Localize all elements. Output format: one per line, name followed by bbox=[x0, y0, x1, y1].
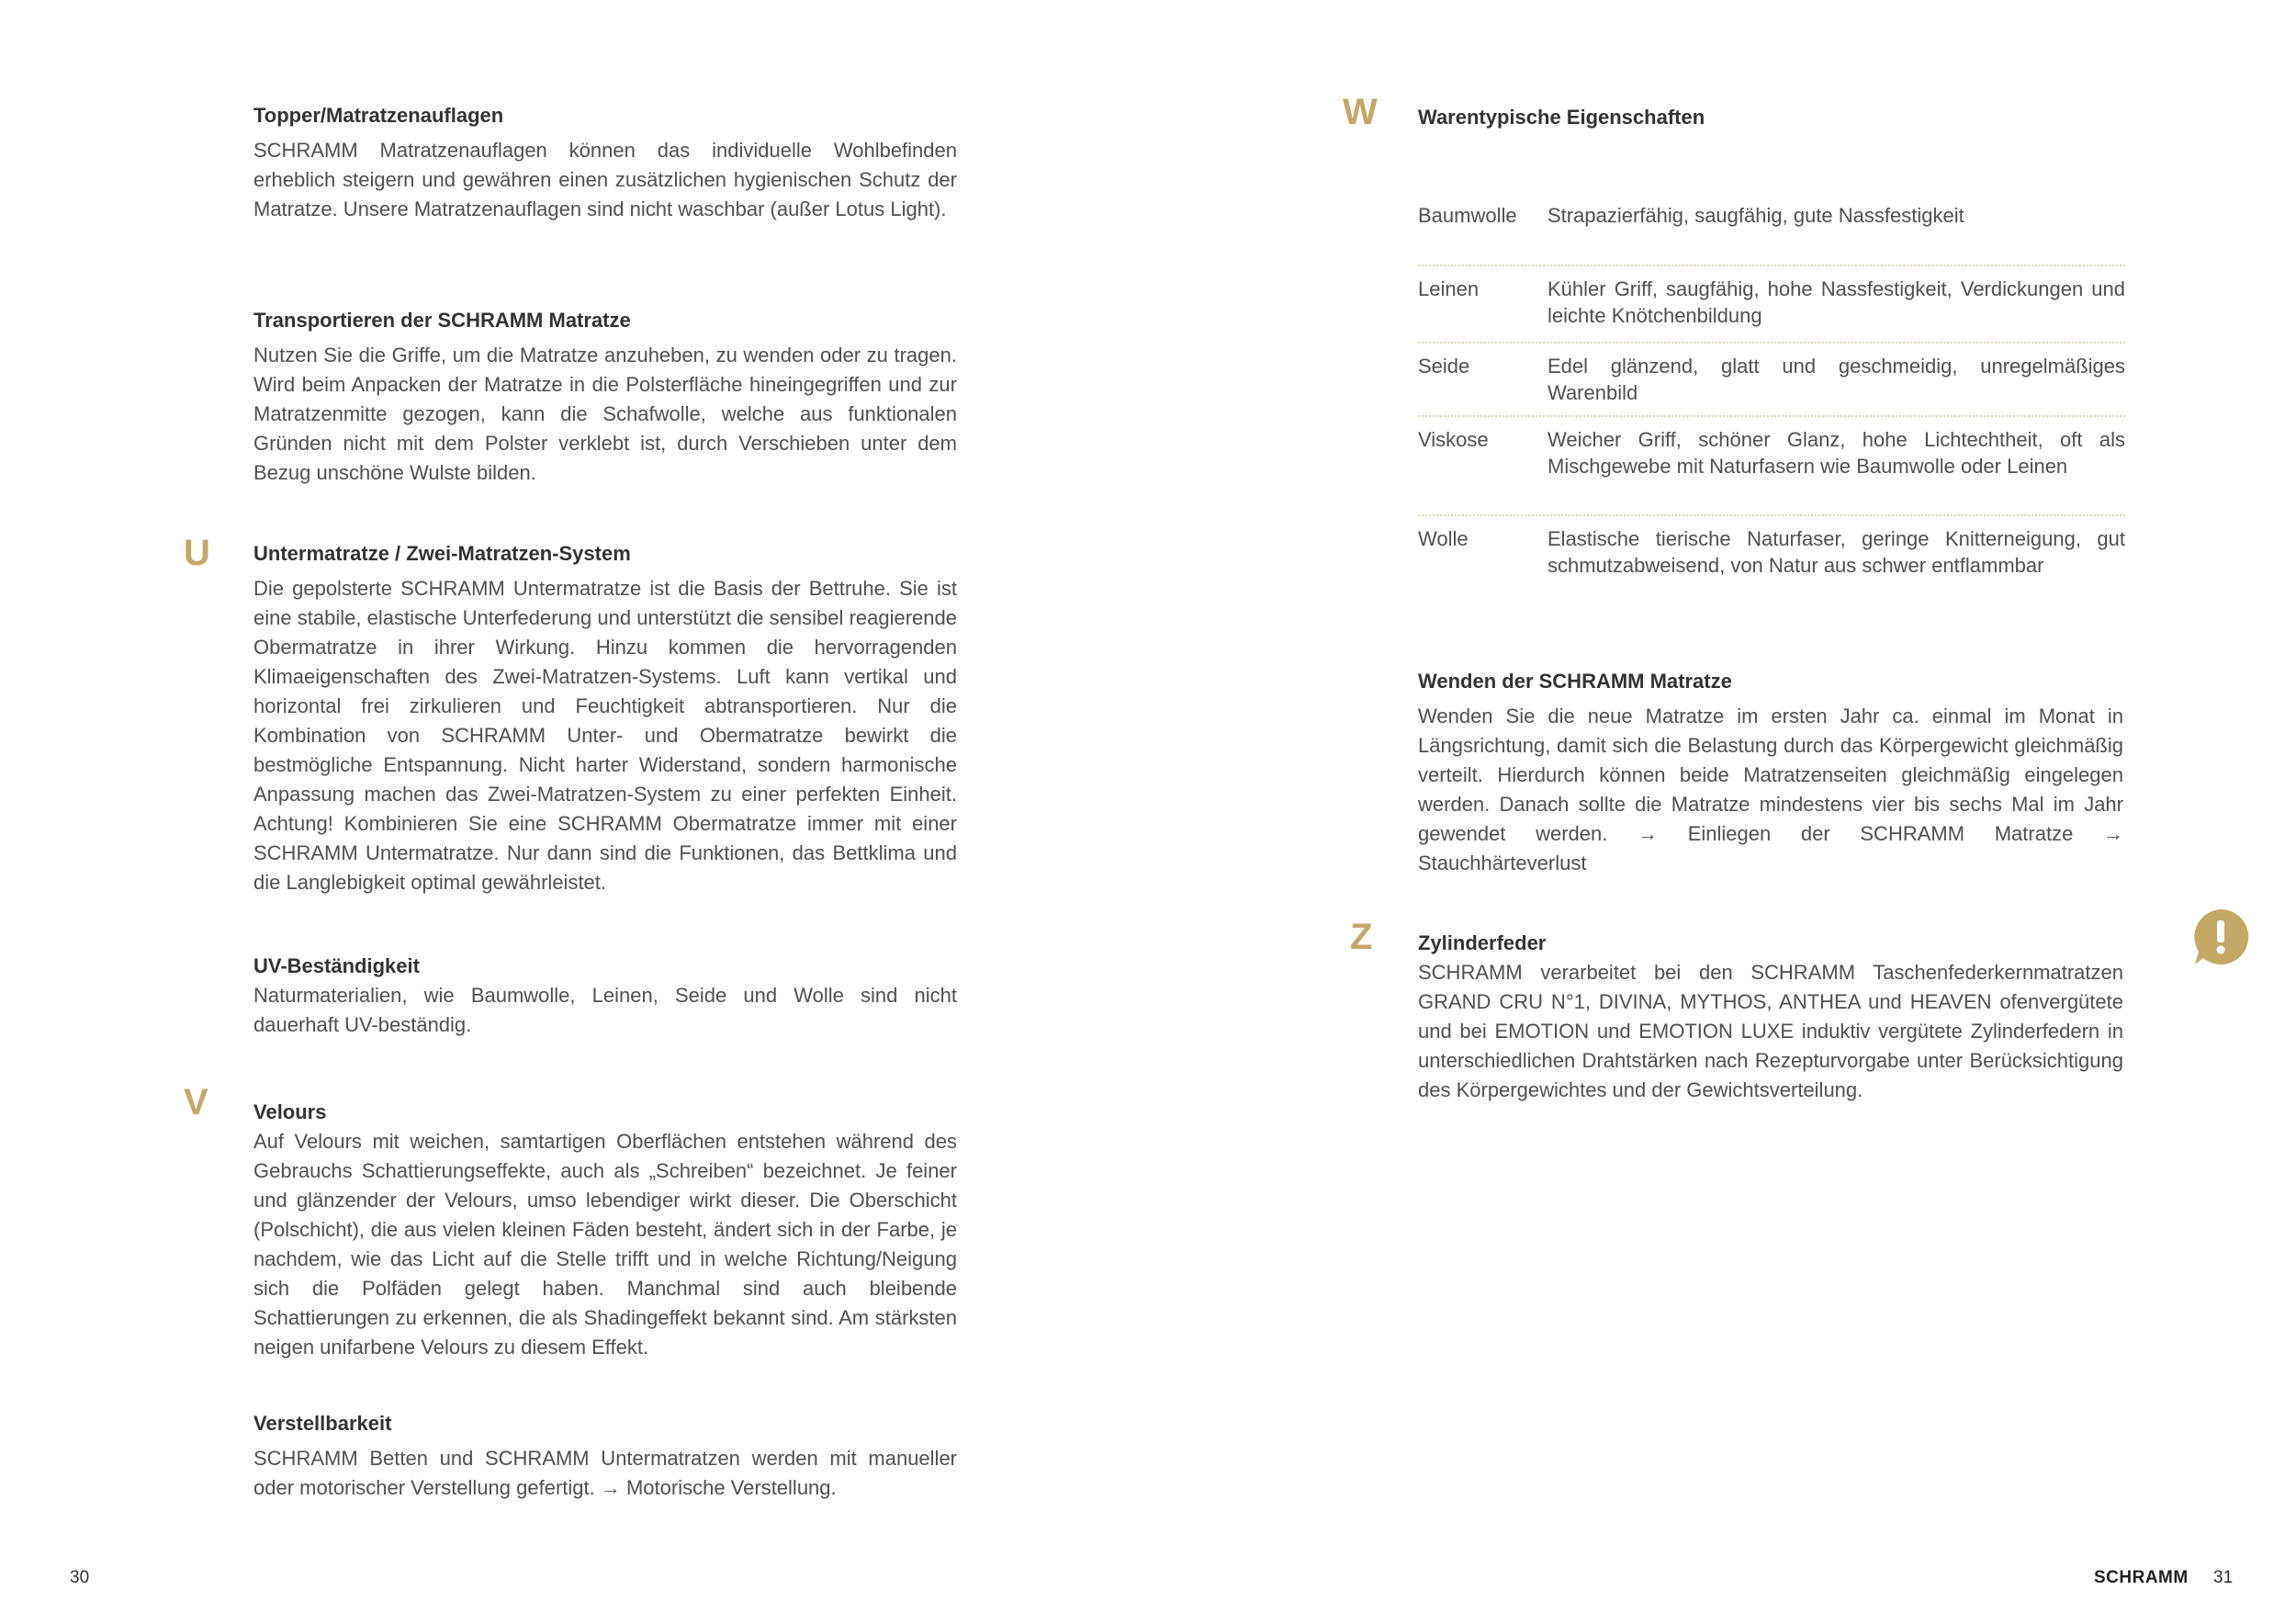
entry-uv bbox=[253, 952, 957, 1040]
fabric-description: Elastische tierische Naturfaser, geringe Knitterneigung, gut schmutzabweisend, von Natur aus schwer entflammbar bbox=[1548, 527, 2125, 577]
entry-zylinderfeder bbox=[1418, 929, 2123, 1105]
entry-text: Wenden Sie die neue Matratze im ersten Jahr ca. einmal im Monat in Längsrichtung, damit sich die Belastung durch das Körpergewicht gleichmäßig verteilt. Hierdurch können beide Matratzenseiten gleichmäßig eingelegen werden. Danach sollte die Matratze mindestens vier bis sechs Mal im Jahr gewendet werden. → Einliegen der SCHRAMM Matratze → Stauchhärteverlust bbox=[1418, 705, 2123, 874]
entry-text: SCHRAMM Betten und SCHRAMM Untermatratzen werden mit manueller oder motorischer Verstellung gefertigt. → Motorische Verstellung. bbox=[253, 1447, 957, 1499]
entry-text: Die gepolsterte SCHRAMM Untermatratze ist die Basis der Bettruhe. Sie ist eine stabile, elastische Unterfederung und unterstützt die sensibel reagierende Obermatratze in ihrer Wirkung. Hinzu kommen die hervorragenden Klimaeigenschaften des Zwei-Matratzen-Systems. Luft kann vertikal und horizontal frei zirkulieren und Feuchtigkeit abtransportieren. Nur die Kombination von SCHRAMM Unter- und Obermatratze bewirkt die bestmögliche Entspannung. Nicht harter Widerstand, sondern harmonische Anpassung machen das Zwei-Matratzen-System zu einer perfekten Einheit. Achtung! Kombinieren Sie eine SCHRAMM Obermatratze immer mit einer SCHRAMM Untermatratze. Nur dann sind die Funktionen, das Bettklima und die Langlebigkeit optimal gewährleistet. bbox=[253, 577, 957, 894]
row-divider bbox=[1418, 342, 2125, 344]
table-row bbox=[1418, 426, 2125, 479]
fabric-name: Leinen bbox=[1418, 277, 1480, 300]
entry-topper bbox=[253, 101, 957, 224]
brand-name: SCHRAMM bbox=[2094, 1568, 2189, 1587]
section-letter-u: U bbox=[184, 533, 210, 573]
table-row bbox=[1418, 276, 2125, 329]
entry-warentypische-eigenschaften bbox=[1418, 103, 2123, 138]
fabric-name: Seide bbox=[1418, 355, 1470, 378]
table-row bbox=[1418, 202, 2125, 229]
table-row bbox=[1418, 353, 2125, 406]
entry-transportieren bbox=[253, 306, 957, 488]
exclamation-speech-bubble-icon bbox=[2191, 908, 2250, 966]
page-number: 30 bbox=[70, 1568, 90, 1587]
entry-untermatratze bbox=[253, 539, 957, 897]
entry-title: Untermatratze / Zwei-Matratzen-System bbox=[253, 542, 631, 565]
section-letter-v: V bbox=[184, 1082, 208, 1122]
fabric-description: Edel glänzend, glatt und geschmeidig, unregelmäßiges Warenbild bbox=[1548, 355, 2125, 404]
fabric-name: Wolle bbox=[1418, 527, 1469, 550]
fabric-description: Weicher Griff, schöner Glanz, hohe Lichtechtheit, oft als Mischgewebe mit Naturfasern wie Baumwolle oder Leinen bbox=[1548, 428, 2125, 478]
entry-velours bbox=[253, 1098, 957, 1362]
section-letter-z: Z bbox=[1350, 917, 1373, 957]
entry-wenden bbox=[1418, 667, 2123, 878]
entry-title: Warentypische Eigenschaften bbox=[1418, 106, 1705, 129]
entry-title: Zylinderfeder bbox=[1418, 931, 1547, 954]
entry-title: Transportieren der SCHRAMM Matratze bbox=[253, 309, 631, 332]
entry-title: UV-Beständigkeit bbox=[253, 954, 420, 977]
fabric-name: Baumwolle bbox=[1418, 204, 1517, 227]
entry-text: Auf Velours mit weichen, samtartigen Oberflächen entstehen während des Gebrauchs Schattierungseffekte, auch als „Schreiben“ bezeichnet. Je feiner und glänzender der Velours, umso lebendiger wirkt dieser. Die Oberschicht (Polschicht), die aus vielen kleinen Fäden besteht, ändert sich in der Farbe, je nachdem, wie das Licht auf die Stelle trifft und in welche Richtung/Neigung sich die Polfäden gelegt haben. Manchmal sind auch bleibende Schattierungen zu erkennen, die als Shadingeffekt bekannt sind. Am stärksten neigen unifarbene Velours zu diesem Effekt. bbox=[253, 1130, 957, 1359]
entry-title: Verstellbarkeit bbox=[253, 1412, 392, 1435]
fabric-description: Strapazierfähig, saugfähig, gute Nassfestigkeit bbox=[1548, 204, 1964, 227]
entry-text: SCHRAMM Matratzenauflagen können das individuelle Wohlbefinden erheblich steigern und gewähren einen zusätzlichen hygienischen Schutz der Matratze. Unsere Matratzenauflagen sind nicht waschbar (außer Lotus Light). bbox=[253, 139, 957, 220]
fabric-name: Viskose bbox=[1418, 428, 1489, 451]
row-divider bbox=[1418, 265, 2125, 266]
fabric-description: Kühler Griff, saugfähig, hohe Nassfestigkeit, Verdickungen und leichte Knötchenbildung bbox=[1548, 277, 2125, 327]
entry-title: Wenden der SCHRAMM Matratze bbox=[1418, 670, 1732, 693]
row-divider bbox=[1418, 514, 2125, 516]
entry-text: Nutzen Sie die Griffe, um die Matratze anzuheben, zu wenden oder zu tragen. Wird beim Anpacken der Matratze in die Polsterfläche hineingegriffen und zur Matratzenmitte gezogen, kann die Schafwolle, welche aus funktionalen Gründen nicht mit dem Polster verklebt ist, durch Verschieben unter dem Bezug unschöne Wulste bilden. bbox=[253, 344, 957, 484]
section-letter-w: W bbox=[1343, 92, 1378, 132]
table-row bbox=[1418, 525, 2125, 579]
entry-verstellbarkeit bbox=[253, 1409, 957, 1503]
row-divider bbox=[1418, 415, 2125, 417]
page-number: 31 bbox=[2213, 1568, 2234, 1587]
entry-text: Naturmaterialien, wie Baumwolle, Leinen, Seide und Wolle sind nicht dauerhaft UV-beständig. bbox=[253, 984, 957, 1036]
entry-text: SCHRAMM verarbeitet bei den SCHRAMM Taschenfederkernmatratzen GRAND CRU N°1, DIVINA, MYTHOS, ANTHEA und HEAVEN ofenvergütete und bei EMOTION und EMOTION LUXE induktiv vergütete Zylinderfedern in unterschiedlichen Drahtstärken nach Rezepturvorgabe unter Berücksichtigung des Körpergewichtes und der Gewichtsverteilung. bbox=[1418, 961, 2123, 1101]
entry-title: Velours bbox=[253, 1100, 327, 1123]
right-page bbox=[1148, 0, 2296, 1624]
entry-title: Topper/Matratzenauflagen bbox=[253, 104, 504, 127]
